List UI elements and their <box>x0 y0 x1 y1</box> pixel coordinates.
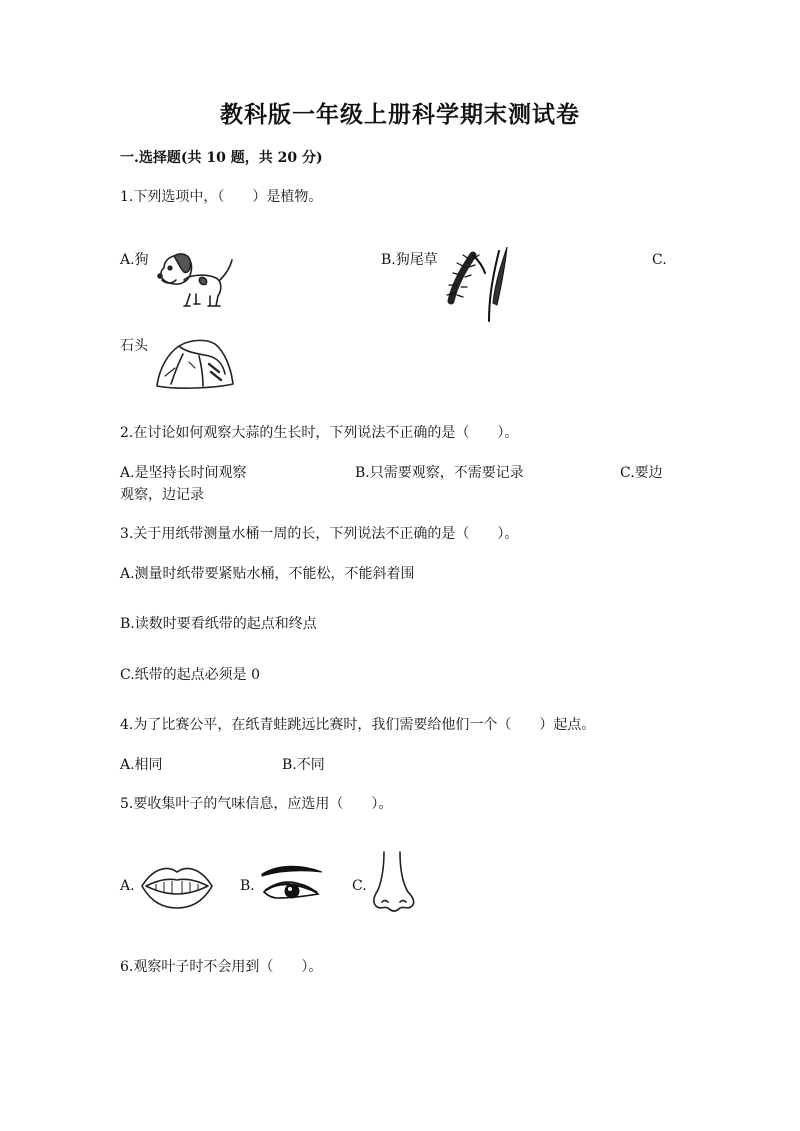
question-1-stem: 1.下列选项中，（ ）是植物。 <box>120 189 323 205</box>
mouth-icon <box>138 862 216 910</box>
eye-icon <box>260 864 324 904</box>
section-heading: 一.选择题(共 10 题，共 20 分) <box>120 150 323 166</box>
question-2-option-a: A.是坚持长时间观察 <box>120 465 247 481</box>
question-1-option-c-continued: 石头 <box>120 338 148 354</box>
question-6-stem: 6.观察叶子时不会用到（ ）。 <box>120 959 323 975</box>
question-4-option-a: A.相同 <box>120 757 163 773</box>
question-5-option-c: C. <box>352 878 367 894</box>
question-5-stem: 5.要收集叶子的气味信息，应选用（ ）。 <box>120 796 393 812</box>
question-1-option-a: A.狗 <box>120 252 149 268</box>
nose-icon <box>370 850 416 914</box>
question-1-option-b: B.狗尾草 <box>381 252 438 268</box>
question-5-option-a: A. <box>120 878 135 894</box>
question-2-option-b: B.只需要观察，不需要记录 <box>355 465 524 481</box>
rock-icon <box>153 334 235 392</box>
question-5-option-b: B. <box>240 878 255 894</box>
question-4-option-b: B.不同 <box>282 757 325 773</box>
question-3-option-b: B.读数时要看纸带的起点和终点 <box>120 616 317 632</box>
question-2-stem: 2.在讨论如何观察大蒜的生长时，下列说法不正确的是（ ）。 <box>120 425 519 441</box>
foxtail-grass-icon <box>443 243 511 323</box>
question-2-option-c-continued: 观察，边记录 <box>120 487 204 503</box>
question-1-option-c: C. <box>652 252 667 268</box>
question-2-option-c: C.要边 <box>620 465 663 481</box>
dog-icon <box>150 246 236 310</box>
question-3-option-c: C.纸带的起点必须是 0 <box>120 667 261 683</box>
question-4-stem: 4.为了比赛公平，在纸青蛙跳远比赛时，我们需要给他们一个（ ）起点。 <box>120 717 596 733</box>
page-title: 教科版一年级上册科学期末测试卷 <box>220 101 580 128</box>
question-3-stem: 3.关于用纸带测量水桶一周的长，下列说法不正确的是（ ）。 <box>120 526 519 542</box>
question-3-option-a: A.测量时纸带要紧贴水桶，不能松，不能斜着围 <box>120 566 415 582</box>
